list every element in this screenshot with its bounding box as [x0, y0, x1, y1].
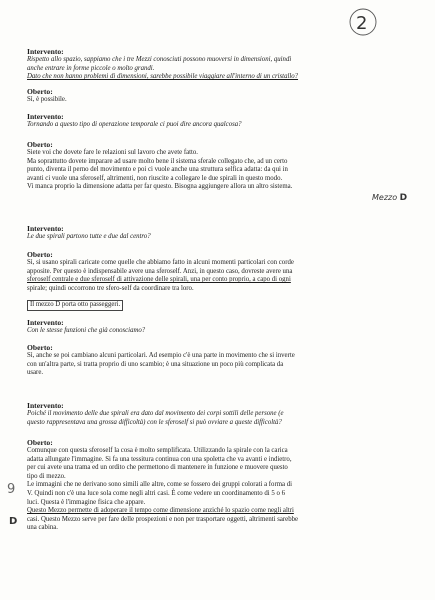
answer-line: per cui avete una trama ed un ordito che permettono di mantenere in funzione e muovere questo [27, 464, 288, 472]
answer-line: Sì, è possibile. [27, 96, 67, 103]
answer-line: Il mezzo D porta otto passeggeri. [27, 300, 123, 311]
question-line: anche entrare in forme piccole o molto grandi. [27, 64, 155, 72]
answer-line: Sì, si usano spirali caricate come quelle che abbiamo fatto in alcuni momenti particolari con corde [27, 259, 294, 266]
answer-line: Sì, anche se poi cambiano alcuni particolari. Ad esempio c'è una parte in movimento che si inverte [27, 352, 295, 359]
question-line: Poiché il movimento delle due spirali era dato dal movimento dei corpi sottili delle persone (e [27, 410, 284, 417]
question-line: Dato che non hanno problemi di dimensioni, sarebbe possibile viaggiare all'interno di un cristallo? [27, 73, 299, 81]
answer-line: spirale; quindi occorrono tre sfero-self da coordinare tra loro. [27, 284, 194, 292]
block-4 [27, 140, 403, 192]
speaker-label: Intervento: [27, 224, 64, 233]
block-10 [27, 438, 403, 533]
answer-line: Siete voi che dovete fare le relazioni sul lavoro che avete fatto. [27, 149, 198, 156]
answer-line: sferoself centrale e due sferoself di attivazione delle spirali, una per conto proprio, a capo di ogni [27, 276, 291, 284]
answer-line: Ma soprattutto dovete imparare ad usare molto bene il sistema sferale collegato che, ad un certo [27, 157, 288, 165]
question-line: Con le stesse funzioni che già conosciamo? [27, 327, 146, 334]
speaker-label: Intervento: [27, 401, 64, 410]
question-line: Tornando a questo tipo di operazione temporale ci puoi dire ancora qualcosa? [27, 121, 242, 128]
svg-text:2: 2 [356, 13, 368, 34]
speaker-label: Oberto: [27, 250, 53, 259]
block-3 [27, 112, 403, 130]
block-5 [27, 224, 403, 242]
answer-line: tipo di mezzo. [27, 472, 66, 480]
speaker-label: Oberto: [27, 87, 53, 96]
answer-line: casi. Questo Mezzo serve per fare delle prospezioni e non per trasportare oggetti, altrimenti sarebbe [27, 515, 299, 523]
margin-note-letter: D [399, 193, 408, 203]
answer-line: usare. [27, 369, 44, 377]
answer-line: una cabina. [27, 524, 58, 532]
answer-line: avanti ci vuole una sferoself, altrimenti, non riuscite a collegare le due spirali in questo modo. [27, 174, 283, 182]
margin-note [372, 193, 407, 203]
answer-line: luci. Questa è l'immagine fisica che appare. [27, 498, 146, 506]
answer-line: Questo Mezzo permette di adoperare il tempo come dimensione anziché lo spazio come negli altri [27, 507, 294, 515]
speaker-label: Oberto: [27, 140, 53, 149]
answer-line: con un'altra parte, si tratta proprio di uno scambio; è una situazione un poco più complicata da [27, 360, 284, 368]
speaker-label: Intervento: [27, 112, 64, 121]
answer-line: apposite. Per questo è indispensabile avere una sferoself. Anzi, in questo caso, dovreste avere una [27, 267, 293, 275]
answer-line: Le immagini che ne derivano sono simili alle altre, come se fossero dei gruppi colorati a forma di [27, 481, 292, 489]
question-line: Le due spirali partono tutte e due dal centro? [27, 233, 151, 240]
question-line: questo rappresentava una grossa difficoltà) con le sferoself si può ovviare a queste difficoltà? [27, 418, 282, 426]
margin-note-word: Mezzo [372, 193, 398, 202]
answer-line: Comunque con questa sferoself la cosa è molto semplificata. Utilizzando la spirale con la carica [27, 447, 288, 454]
block-1 [27, 47, 403, 82]
speaker-label: Intervento: [27, 47, 64, 56]
block-9 [27, 401, 403, 427]
left-margin-mark-d: D [9, 516, 18, 527]
speaker-label: Intervento: [27, 318, 64, 327]
answer-line: adatta allungate l'immagine. Si fa una tessitura continua con una spoletta che va avanti e indietro, [27, 455, 292, 463]
block-8 [27, 343, 403, 378]
block-6 [27, 250, 403, 311]
page-number-handwritten [344, 6, 380, 36]
block-7 [27, 318, 403, 336]
speaker-label: Oberto: [27, 438, 53, 447]
left-margin-mark-9: 9 [7, 482, 16, 497]
question-line: Rispetto allo spazio, sappiamo che i tre Mezzi conosciuti possono muoversi in dimensioni, quindi [27, 56, 292, 63]
speaker-label: Oberto: [27, 343, 53, 352]
answer-line: punto, diventa il perno del movimento e poi ci vuole anche una struttura selfica adatta: da qui in [27, 166, 288, 174]
answer-line: V. Quindi non c'è una luce sola come negli altri casi. È come vedere un coordinamento di 5 o 6 [27, 489, 285, 497]
block-2 [27, 87, 403, 105]
answer-line: Vi manca proprio la dimensione adatta per far questo. Bisogna aggiungere allora un altro sistema. [27, 183, 293, 191]
